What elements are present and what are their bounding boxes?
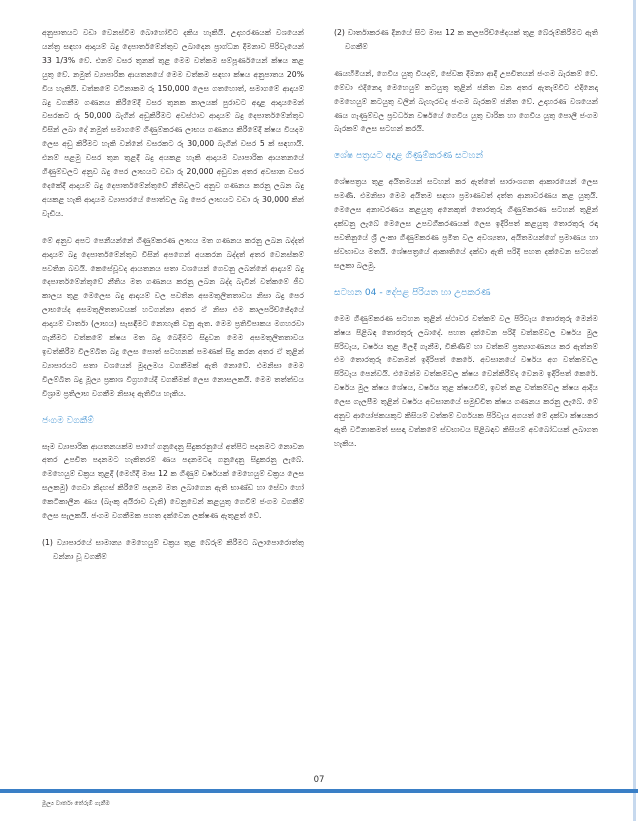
footer-document-title: මූල්‍ය වාර්තා තේරුම් ගැනීම <box>42 800 110 807</box>
section-heading: ජංගම වගකීම් <box>42 414 94 426</box>
page-number: 07 <box>313 775 325 785</box>
section-heading: සටහන 04 - දේපළ පිරියත හා උපකරණ <box>334 286 491 298</box>
list-item: (2) වාර්තාකරණ දිනයේ සිට මාස 12 ක කලපරිච්ඡේදයක් තුළ බේරුම්කිරීමට ඇති වගකීම් <box>334 28 598 51</box>
footer-rule <box>0 789 638 793</box>
paragraph: මෙම ගිණුම්කරණ සටහන තුළින් ස්ථාවර වත්කම් වල පිරිවැය තොරතුරු මෙන්ම ක්ෂය පිළිබඳ තොරතුරු ලබාදේ. පහත දක්වෙන පරිදි වත්කම්වල වර්ෂය මුල පිරිවැය, වර්ෂය තුළ මිලදී ගැනීම, විකිණීම් හා වත්කම් ප්‍රත්‍යාගණනය කර ඇත්නම් එම තොරතුරු වෙනමන් ඉදිරිපත් කෙරේ. අවසානයේ වර්ෂය අග වත්කම්වල පිරිවැය පෙන්වයි. එමෙන්ම වත්කම්වල ක්ෂය වෙන්කිරීම්ද වෙනම ඉදිරිපත් කෙරේ. වර්ෂය මුල ක්ෂය ශේෂය, වර්ෂය තුළ ක්ෂයවීම්, ඉවත් කළ වත්කම්වල ක්ෂය ආදිය ලෙස ගැලපීම තුළින් වර්ෂය අවසානයේ සමුච්චිත ක්ෂය ගණනය කරනු ලැබේ. මේ අනුව ආයෝජකයකුට කිසියම් වත්කම් වර්ගයක පිරිවැය අගයත් මේ දක්වා ක්ෂයකර ඇති වටිනාකමත් සසඳා වත්කමේ ස්වභාවය පිළිබඳව කිසියම් අවබෝධයක් ලබාගත හැකිය. <box>334 313 598 448</box>
paragraph: අනුපාතයට වඩා වෙනස්වීම බොහෝවිට දකිය හැකියි. උදාහරණයක් වශයෙන් යන්ත්‍ර සඳහා ආදායම් බදු දෙපාර්තමේන්තුව ලබාදෙන ප්‍රාග්ධන දීමනාව පිරිවැයෙන් 33 1/3% වේ. එනම් වසර තුනක් තුළ මෙම වත්කම සම්පූර්ණයෙන් ක්ෂය කළ යුතු වේ. නමුත් ව්‍යාපාරික ආයතනයේ මෙම වත්කම සඳහා ක්ෂය අනුපාතය 20% විය හැකියි. වත්කමේ වටිනාකම රු 150,000 ලෙස ගතහොත්, සමාගමේ ආදායම් බදු වගකීම ගණනය කිරීමේදී වසර තුනක කාලයක් පුරාවට අදාළ ආදායමෙන් වසරකට රු 50,000 බැගින් අඩුකිරීමට අවස්ථාව ආදායම් බදු දෙපාර්තමේන්තුව විසින් ලබා දේ නමුත් සමාගමේ ගිණුම්කරණ ලාභය ගණනය කිරීමේදී ක්ෂය වියදම ලෙස අඩු කිරීමට හැකි වන්නේ වසරකට රු 30,000 බැගින් වසර 5 ක් සඳහායි. එනම් පළමු වසර තුන තුළදී බදු අයකළ හැකි ආදායම ව්‍යාපාරික ආයතනයේ ගිණුම්වලට අනුව බදු පෙර ලාභයට වඩා රු 20,000 අඩුවන අතර අවසාන වසර දෙකේදී ආදායම් බදු දෙපාර්තමේන්තුවේ නීතිවලට අනුව ගණනය කරනු ලබන බදු අයකළ හැකි ආදායම ව්‍යාපාරයේ පොත්වල බදු පෙර ලාභයට වඩා රු 30,000 කින් වැඩිය. <box>42 28 304 218</box>
paragraph: මේ අනුව අපට පෙනීයන්නේ ගිණුම්කරණ ලාභය මත ගණනය කරනු ලබන බද්දත් ආදායම් බදු දෙපාර්තමේන්තුව විසින් අපගෙන් අයකරන බද්දත් අතර වෙනස්කම් පවතින බවයි. කෙසේවූවද ආයතනය සතා වශයෙන් ගෙවනු ලබන්නේ ආදායම් බදු දෙපාර්තමේන්තුවේ නීතිය මත ගණනය කරනු ලබන බද්ද බැවින් වත්කමේ ජීව කාලය තුළ මෙලෙස බදු ආදායම් වල පවතින අසමතුලිතතාවය නිසා බදු පෙර ලාභයේද අසමතුලිතතාවයක් හටගන්නා අතර ඒ නිසා එම කාලපරිච්ඡේදයේ ආදායම් වාර්තා (ලාභය) සැසඳීමට නොහැකි වනු ඇත. මෙම ප්‍රතිවිපාකය මගහරවා ගැනීමට වත්කමේ ක්ෂය මත බදු බෙදීමට සිදුවන මෙම අසමතුලිතතාවය ඉවත්කිරීම විලම්බිත බදු ලෙස පොත් සටහනක් පමණක් සිදු කරන අතර ඒ තුළින් ව්‍යාපාරයට සතා වශයෙන් මුදලමය වගකීමක් ඇති නොවේ. එමනිසා මෙම විලම්බිත බදු මූල්‍ය ප්‍රකාශ විග්‍රහයේදී වගකීමක් ලෙස නොසලකයි. මෙම තත්ත්වය විශ්‍රාම ප්‍රතිලාභ වගකීම නිසාද ඇතිවිය හැකිය. <box>42 235 304 398</box>
paragraph: ණයහිමියන්, ගෙවිය යුතු වියදම්, සේවක දීමනා ආදී උපචිතයන් ජංගම බැරකම් වේ. මේවා එදිනෙදා මෙහෙයුම් කටයුතු තුළින් ජනිත වන අතර ඇතැම්විට එදිනෙදා මෙහෙයුම් කටයුතු වලින් බැහැරවද ජංගම බැරකම් ජනිත වේ. උදාහරණ වශයෙන් ණය ගැණුම්වල ප්‍රවර්ධන වර්ෂයේ ගෙවිය යුතු වාරික හා ගෙවිය යුතු පොලී ජංගම බැරකම් ලෙස සටහන් කරයි. <box>334 68 598 134</box>
list-item: (1) ව්‍යාපාරයේ සාමාන්‍ය මෙහෙයුම් චක්‍රය තුළ බේරුම් කිරීමට බලාපොරොත්තු වන්නා වූ වගකීම් <box>42 538 304 561</box>
section-heading: ශේෂ පත්‍රයට අදාළ ගිණුම්කරණ සටහන් <box>334 150 484 162</box>
left-column <box>42 26 304 577</box>
paragraph: ශේෂපත්‍රය තුළ අයිතමයන් සටහන් කර ඇත්තේ සාරාංශගත ආකාරයෙන් ලෙස පමණි. එමනිසා මෙම අයිතම සඳහා ප්‍රමාණවත් දත්ත ආනාවරණය කළ යුතුයි. මෙලෙස අනාවරණය කළයුතු අනෙකුත් තොරතුරු ගිණුම්කරණ සටහන් තුළින් දක්වනු ලැබේ මෙලෙස උපවගීකරණයක් ලෙස ඉදිරිපත් කළයුතු තොරතුරු රඳා පවතිනුයේ ශ්‍රී ලංකා ගිණුම්කරණ ප්‍රමිත වල අවශ්‍යතා, අයිතමයන්ගේ ප්‍රමාණය හා ස්වභාවය මතයි. ශේෂපත්‍රයේ ආකෘතියේ දක්වා ඇති පරිදි පහත දක්වෙන සටහන් සලකා බලමු. <box>334 177 598 270</box>
page-edge-border <box>633 0 636 821</box>
paragraph: සෑම ව්‍යාපාරික ආයතනයක්ම පාහේ ගනුදෙනු සිදුකරනුයේ අත්පිට පදනමට නොවන අතර උපචිත පදනමට හැකිතරම් ණය පදනමටද ගනුදෙනු සිදුකරනු ලැබේ. මෙහෙයුම් චක්‍රය තුළදී (මෙහිදී මාස 12 ක ගිණුම් වර්ෂයක් මෙහෙයුම් චක්‍රය ලෙස සලකමු) ගෙවා නිදහස් කිරීමේ පදනම මත ලබාගෙන ඇති භාණ්ඩ හා සේවා හෝ කෙටිකාලීන ණය (බැංකු අයිරාව වැනි) වෙනුවෙන් කළයුතු ගෙවීම් ජංගම වගකීම් ලෙස සැලකයි. ජංගම වගකීමක පහත දක්වෙන ලක්ෂණ ඇතුළත් වේ. <box>42 441 304 521</box>
right-column <box>334 26 598 464</box>
